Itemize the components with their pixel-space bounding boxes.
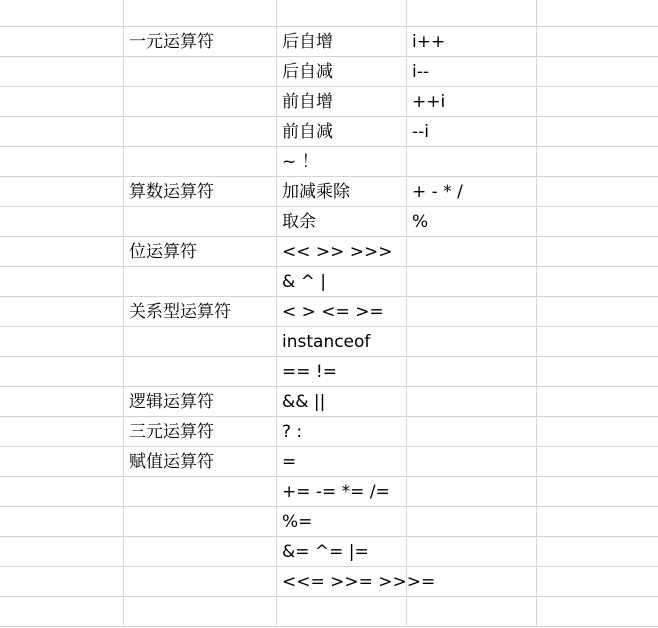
table-row xyxy=(0,447,658,477)
cell-a[interactable] xyxy=(0,87,124,117)
cell-d[interactable] xyxy=(407,597,537,627)
cell-d[interactable] xyxy=(407,447,537,477)
cell-d[interactable] xyxy=(407,477,537,507)
cell-b[interactable] xyxy=(124,57,277,87)
cell-e[interactable] xyxy=(537,507,658,537)
cell-e[interactable] xyxy=(537,567,658,597)
cell-a[interactable] xyxy=(0,117,124,147)
table-row xyxy=(0,27,658,57)
cell-c[interactable]: instanceof xyxy=(277,327,407,357)
cell-a[interactable] xyxy=(0,537,124,567)
cell-b[interactable]: 三元运算符 xyxy=(124,417,277,447)
cell-e[interactable] xyxy=(537,297,658,327)
cell-b[interactable] xyxy=(124,207,277,237)
cell-d[interactable]: ++i xyxy=(407,87,537,117)
cell-c[interactable]: 后自增 xyxy=(277,27,407,57)
cell-d[interactable]: % xyxy=(407,207,537,237)
cell-d[interactable]: i++ xyxy=(407,27,537,57)
cell-b[interactable] xyxy=(124,477,277,507)
cell-d[interactable] xyxy=(407,417,537,447)
cell-b[interactable] xyxy=(124,87,277,117)
cell-e[interactable] xyxy=(537,327,658,357)
table-row xyxy=(0,537,658,567)
cell-b[interactable]: 位运算符 xyxy=(124,237,277,267)
cell-c[interactable]: 取余 xyxy=(277,207,407,237)
cell-e[interactable] xyxy=(537,267,658,297)
cell-b[interactable] xyxy=(124,117,277,147)
cell-e[interactable] xyxy=(537,357,658,387)
cell-c[interactable]: <<= >>= >>>= xyxy=(277,567,407,597)
table-row xyxy=(0,387,658,417)
table-row xyxy=(0,267,658,297)
table-row xyxy=(0,87,658,117)
cell-b[interactable]: 逻辑运算符 xyxy=(124,387,277,417)
cell-c[interactable]: 加减乘除 xyxy=(277,177,407,207)
cell-d[interactable]: --i xyxy=(407,117,537,147)
cell-e[interactable] xyxy=(537,477,658,507)
cell-e[interactable] xyxy=(537,147,658,177)
table-row xyxy=(0,327,658,357)
cell-c[interactable]: %= xyxy=(277,507,407,537)
table-row xyxy=(0,417,658,447)
cell-e[interactable] xyxy=(537,237,658,267)
cell-a[interactable] xyxy=(0,567,124,597)
cell-d[interactable] xyxy=(407,357,537,387)
cell-e[interactable] xyxy=(537,117,658,147)
cell-a[interactable] xyxy=(0,327,124,357)
cell-a[interactable] xyxy=(0,27,124,57)
cell-e[interactable] xyxy=(537,87,658,117)
cell-b[interactable] xyxy=(124,147,277,177)
cell-a[interactable] xyxy=(0,297,124,327)
cell-c[interactable] xyxy=(277,0,407,27)
table-row xyxy=(0,0,658,27)
cell-b[interactable] xyxy=(124,0,277,27)
table-row xyxy=(0,297,658,327)
cell-d[interactable] xyxy=(407,507,537,537)
cell-c[interactable]: = xyxy=(277,447,407,477)
table-row xyxy=(0,477,658,507)
cell-c[interactable]: 前自增 xyxy=(277,87,407,117)
cell-d[interactable]: i-- xyxy=(407,57,537,87)
cell-a[interactable] xyxy=(0,267,124,297)
cell-e[interactable] xyxy=(537,447,658,477)
cell-a[interactable] xyxy=(0,57,124,87)
cell-d[interactable] xyxy=(407,237,537,267)
table-row xyxy=(0,507,658,537)
cell-b[interactable]: 一元运算符 xyxy=(124,27,277,57)
table-row xyxy=(0,57,658,87)
cell-d[interactable] xyxy=(407,267,537,297)
cell-c[interactable]: == != xyxy=(277,357,407,387)
cell-e[interactable] xyxy=(537,57,658,87)
cell-d[interactable] xyxy=(407,567,537,597)
cell-a[interactable] xyxy=(0,417,124,447)
cell-b[interactable] xyxy=(124,597,277,627)
cell-c[interactable]: += -= *= /= xyxy=(277,477,407,507)
cell-b[interactable] xyxy=(124,267,277,297)
cell-b[interactable] xyxy=(124,567,277,597)
cell-e[interactable] xyxy=(537,417,658,447)
table-row xyxy=(0,117,658,147)
cell-d[interactable] xyxy=(407,147,537,177)
cell-c[interactable]: ? : xyxy=(277,417,407,447)
cell-c[interactable]: 前自减 xyxy=(277,117,407,147)
cell-c[interactable]: & ^ | xyxy=(277,267,407,297)
cell-c[interactable] xyxy=(277,597,407,627)
cell-a[interactable] xyxy=(0,357,124,387)
cell-a[interactable] xyxy=(0,477,124,507)
cell-c[interactable]: << >> >>> xyxy=(277,237,407,267)
cell-b[interactable] xyxy=(124,507,277,537)
cell-e[interactable] xyxy=(537,537,658,567)
cell-a[interactable] xyxy=(0,387,124,417)
cell-b[interactable]: 赋值运算符 xyxy=(124,447,277,477)
cell-e[interactable] xyxy=(537,387,658,417)
table-row xyxy=(0,207,658,237)
table-row xyxy=(0,357,658,387)
cell-d[interactable] xyxy=(407,387,537,417)
table-row xyxy=(0,237,658,267)
cell-d[interactable]: + - * / xyxy=(407,177,537,207)
cell-c[interactable]: 后自减 xyxy=(277,57,407,87)
cell-e[interactable] xyxy=(537,207,658,237)
table-row xyxy=(0,597,658,627)
cell-a[interactable] xyxy=(0,207,124,237)
cell-a[interactable] xyxy=(0,237,124,267)
table-row xyxy=(0,147,658,177)
cell-a[interactable] xyxy=(0,507,124,537)
cell-b[interactable]: 算数运算符 xyxy=(124,177,277,207)
table-row xyxy=(0,177,658,207)
cell-d[interactable] xyxy=(407,297,537,327)
cell-c[interactable]: &= ^= |= xyxy=(277,537,407,567)
cell-e[interactable] xyxy=(537,0,658,27)
cell-a[interactable] xyxy=(0,147,124,177)
cell-a[interactable] xyxy=(0,0,124,27)
cell-d[interactable] xyxy=(407,537,537,567)
table-row xyxy=(0,567,658,597)
cell-d[interactable] xyxy=(407,327,537,357)
cell-a[interactable] xyxy=(0,177,124,207)
cell-b[interactable]: 关系型运算符 xyxy=(124,297,277,327)
cell-c[interactable]: && || xyxy=(277,387,407,417)
cell-e[interactable] xyxy=(537,177,658,207)
cell-e[interactable] xyxy=(537,27,658,57)
cell-a[interactable] xyxy=(0,447,124,477)
cell-b[interactable] xyxy=(124,357,277,387)
cell-c[interactable]: ~ ！ xyxy=(277,147,407,177)
cell-e[interactable] xyxy=(537,597,658,627)
cell-d[interactable] xyxy=(407,0,537,27)
cell-c[interactable]: < > <= >= xyxy=(277,297,407,327)
cell-b[interactable] xyxy=(124,327,277,357)
cell-b[interactable] xyxy=(124,537,277,567)
cell-a[interactable] xyxy=(0,597,124,627)
